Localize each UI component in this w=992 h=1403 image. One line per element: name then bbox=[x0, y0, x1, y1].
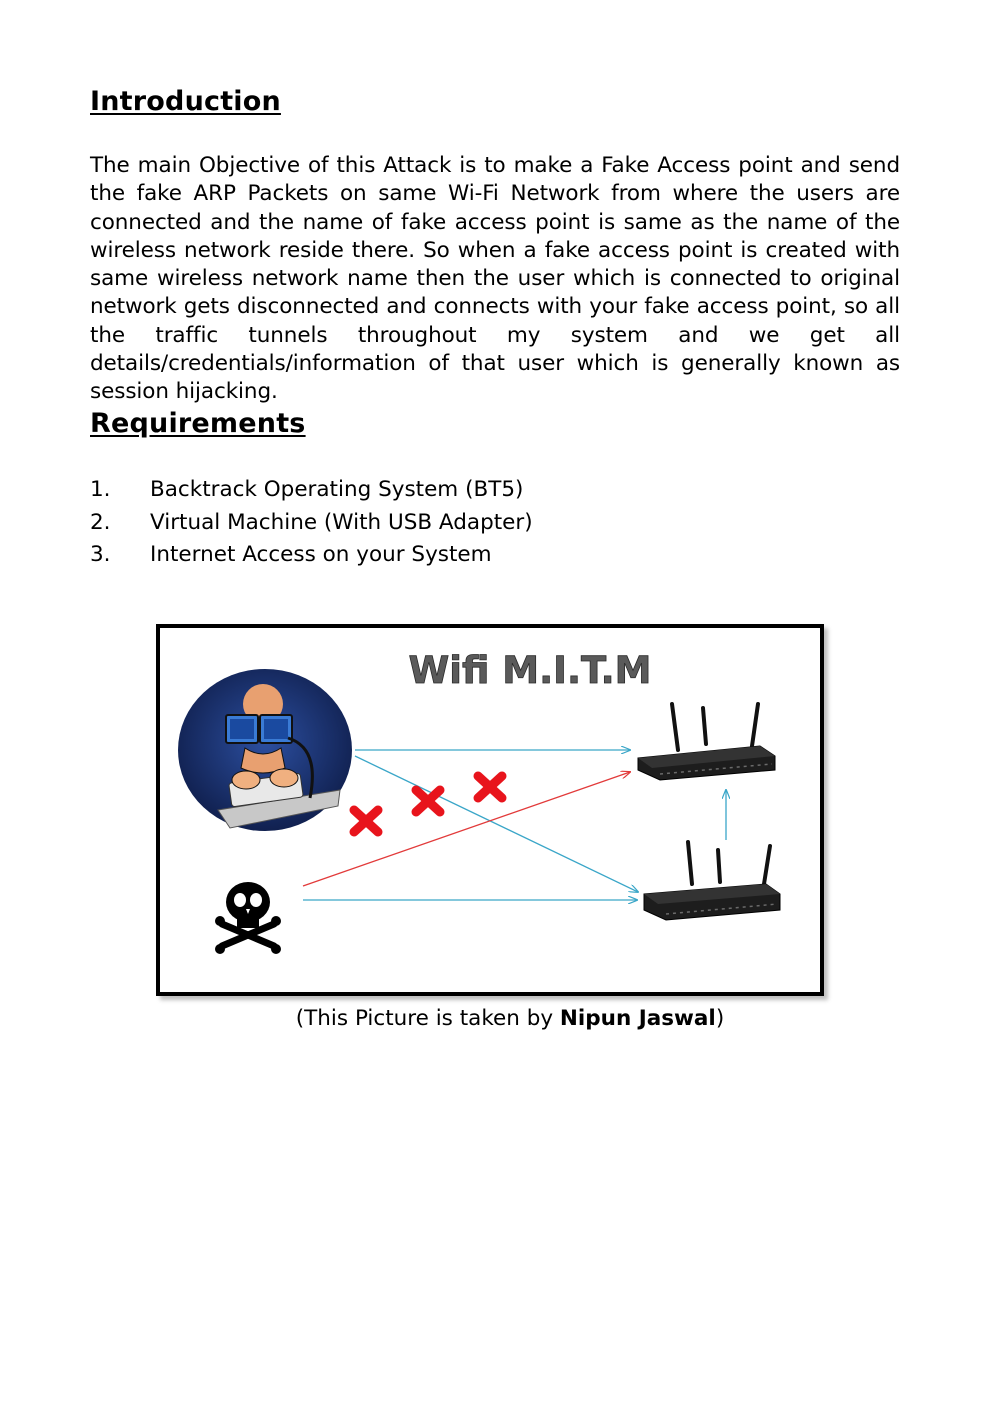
list-item-text: Internet Access on your System bbox=[150, 542, 492, 567]
figure-title: Wifi M.I.T.M bbox=[408, 649, 652, 692]
requirements-heading: Requirements bbox=[90, 408, 306, 439]
router-icon bbox=[644, 842, 780, 920]
introduction-heading: Introduction bbox=[90, 86, 281, 117]
list-item-text: Virtual Machine (With USB Adapter) bbox=[150, 509, 533, 535]
list-item bbox=[90, 541, 533, 574]
red-x-icon bbox=[354, 810, 378, 832]
wifi-mitm-figure bbox=[156, 624, 824, 996]
list-item-number: 1. bbox=[90, 477, 111, 502]
red-x-icon bbox=[478, 776, 502, 798]
list-item-number: 3. bbox=[90, 542, 111, 567]
red-x-icon bbox=[416, 790, 440, 812]
hacker-user-icon bbox=[178, 669, 352, 831]
requirements-list bbox=[90, 476, 533, 574]
caption-prefix: (This Picture is taken by bbox=[295, 1006, 560, 1031]
skull-crossbones-icon bbox=[215, 882, 281, 954]
list-item-text: Backtrack Operating System (BT5) bbox=[150, 477, 524, 502]
caption-author: Nipun Jaswal bbox=[559, 1006, 716, 1031]
figure-caption bbox=[0, 1005, 992, 1033]
router-icon bbox=[638, 704, 775, 780]
introduction-paragraph: The main Objective of this Attack is to make a Fake Access point and send the fake ARP Packets on same Wi-Fi Network from where the users are connected and the name of fake access point is same as the name of the wireless network reside there. So when a fake access point is created with same wireless network name then the user which is connected to original network gets disconnected and connects with your fake access point, so all the traffic tunnels throughout my system and we get all details/credentials/information of that user which is generally known as session hijacking. bbox=[90, 153, 900, 405]
wifi-mitm-diagram bbox=[160, 628, 820, 992]
list-item-number: 2. bbox=[90, 509, 111, 535]
list-item bbox=[90, 509, 533, 542]
list-item bbox=[90, 476, 533, 509]
caption-suffix: ) bbox=[715, 1006, 725, 1031]
